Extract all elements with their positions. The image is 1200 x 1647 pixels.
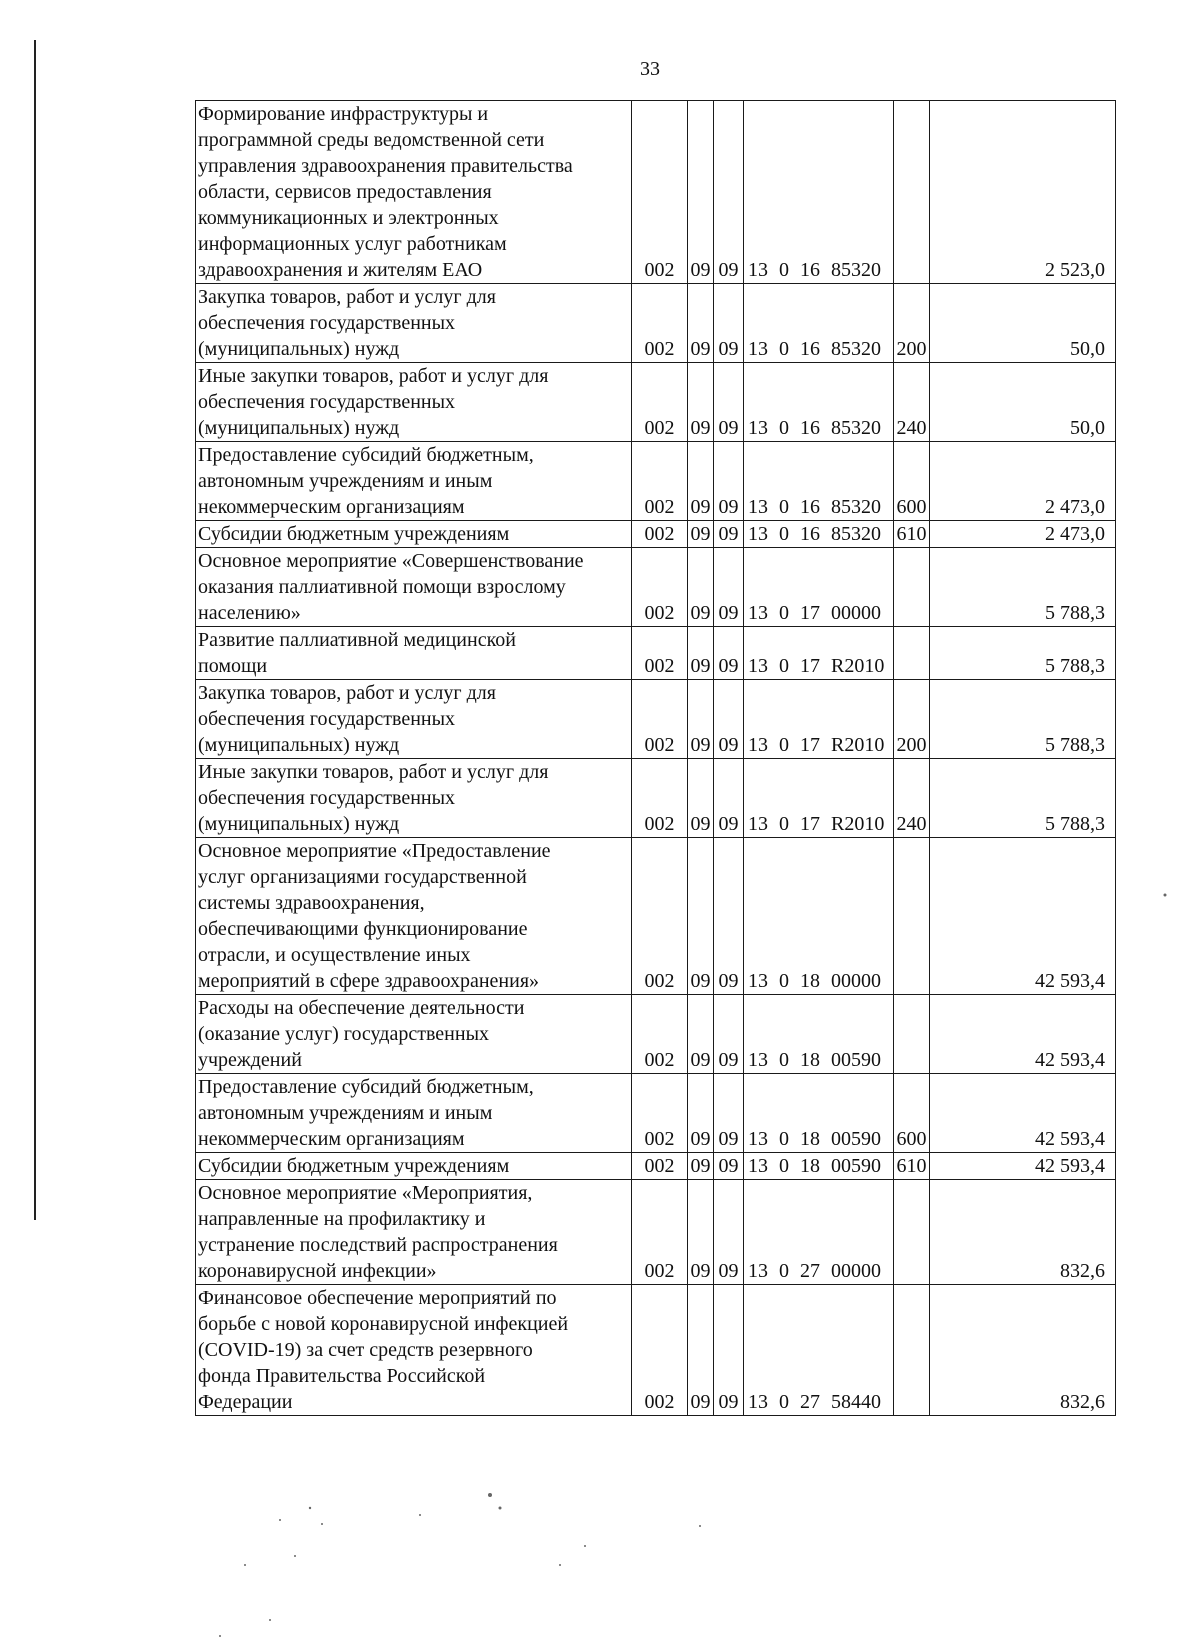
code-ved: 002 — [632, 442, 688, 521]
code-pr: 09 — [714, 1074, 744, 1153]
code-rz: 09 — [688, 838, 714, 995]
code-cs: 13 0 16 85320 — [744, 363, 894, 442]
code-cs: 13 0 18 00000 — [744, 838, 894, 995]
speck — [699, 1525, 701, 1527]
code-ved: 002 — [632, 1153, 688, 1180]
code-pr: 09 — [714, 1180, 744, 1285]
item-name: Основное мероприятие «Совершенствование оказания паллиативной помощи взрослому населению» — [196, 548, 632, 627]
code-vr: 240 — [894, 363, 930, 442]
amount: 42 593,4 — [930, 995, 1116, 1074]
code-rz: 09 — [688, 1153, 714, 1180]
item-name: Основное мероприятие «Предоставление услуг организациями государственной системы здравоохранения, обеспечивающими функционирование отрасли, и осуществление иных мероприятий в сфере здравоохранения» — [196, 838, 632, 995]
code-ved: 002 — [632, 838, 688, 995]
code-rz: 09 — [688, 1074, 714, 1153]
table-row — [196, 1180, 1116, 1285]
speck — [488, 1493, 492, 1497]
item-name: Субсидии бюджетным учреждениям — [196, 1153, 632, 1180]
code-rz: 09 — [688, 548, 714, 627]
item-name: Предоставление субсидий бюджетным, автономным учреждениям и иным некоммерческим организациям — [196, 1074, 632, 1153]
amount: 5 788,3 — [930, 627, 1116, 680]
code-pr: 09 — [714, 627, 744, 680]
table-row — [196, 759, 1116, 838]
code-ved: 002 — [632, 1180, 688, 1285]
amount: 5 788,3 — [930, 759, 1116, 838]
code-rz: 09 — [688, 759, 714, 838]
amount: 5 788,3 — [930, 548, 1116, 627]
code-cs: 13 0 16 85320 — [744, 442, 894, 521]
speck — [219, 1635, 221, 1637]
code-vr — [894, 627, 930, 680]
code-cs: 13 0 16 85320 — [744, 521, 894, 548]
code-pr: 09 — [714, 284, 744, 363]
code-pr: 09 — [714, 759, 744, 838]
code-ved: 002 — [632, 1074, 688, 1153]
item-name: Субсидии бюджетным учреждениям — [196, 521, 632, 548]
item-name: Предоставление субсидий бюджетным, автономным учреждениям и иным некоммерческим организациям — [196, 442, 632, 521]
item-name: Развитие паллиативной медицинской помощи — [196, 627, 632, 680]
speck — [584, 1545, 586, 1547]
code-rz: 09 — [688, 627, 714, 680]
code-cs: 13 0 18 00590 — [744, 1153, 894, 1180]
item-name: Основное мероприятие «Мероприятия, направленные на профилактику и устранение последствий распространения коронавирусной инфекции» — [196, 1180, 632, 1285]
table-row — [196, 363, 1116, 442]
code-rz: 09 — [688, 442, 714, 521]
code-rz: 09 — [688, 284, 714, 363]
code-ved: 002 — [632, 101, 688, 284]
page-number: 33 — [640, 58, 660, 80]
amount: 2 523,0 — [930, 101, 1116, 284]
code-cs: 13 0 27 00000 — [744, 1180, 894, 1285]
table-row — [196, 680, 1116, 759]
table-row — [196, 442, 1116, 521]
code-pr: 09 — [714, 548, 744, 627]
code-vr: 600 — [894, 1074, 930, 1153]
table-row — [196, 101, 1116, 284]
code-rz: 09 — [688, 363, 714, 442]
code-cs: 13 0 17 00000 — [744, 548, 894, 627]
code-ved: 002 — [632, 759, 688, 838]
speck — [294, 1555, 296, 1557]
code-cs: 13 0 16 85320 — [744, 101, 894, 284]
speck — [559, 1564, 561, 1566]
item-name: Закупка товаров, работ и услуг для обеспечения государственных (муниципальных) нужд — [196, 680, 632, 759]
code-rz: 09 — [688, 995, 714, 1074]
item-name: Иные закупки товаров, работ и услуг для обеспечения государственных (муниципальных) нужд — [196, 363, 632, 442]
code-vr — [894, 548, 930, 627]
code-ved: 002 — [632, 995, 688, 1074]
item-name: Расходы на обеспечение деятельности (оказание услуг) государственных учреждений — [196, 995, 632, 1074]
item-name: Формирование инфраструктуры и программной среды ведомственной сети управления здравоохранения правительства области, сервисов предоставления коммуникационных и электронных информационных услуг работникам здравоохранения и жителям ЕАО — [196, 101, 632, 284]
code-pr: 09 — [714, 1153, 744, 1180]
table-row — [196, 838, 1116, 995]
amount: 2 473,0 — [930, 442, 1116, 521]
code-vr: 610 — [894, 1153, 930, 1180]
code-ved: 002 — [632, 627, 688, 680]
table-row — [196, 521, 1116, 548]
code-vr — [894, 101, 930, 284]
speck — [309, 1507, 311, 1509]
table-row — [196, 1285, 1116, 1416]
item-name: Иные закупки товаров, работ и услуг для обеспечения государственных (муниципальных) нужд — [196, 759, 632, 838]
code-pr: 09 — [714, 1285, 744, 1416]
code-rz: 09 — [688, 680, 714, 759]
code-rz: 09 — [688, 1285, 714, 1416]
code-ved: 002 — [632, 548, 688, 627]
table-row — [196, 548, 1116, 627]
speck — [244, 1564, 246, 1566]
speck — [1164, 894, 1167, 897]
code-ved: 002 — [632, 680, 688, 759]
table-row — [196, 1074, 1116, 1153]
amount: 42 593,4 — [930, 838, 1116, 995]
amount: 832,6 — [930, 1285, 1116, 1416]
code-pr: 09 — [714, 101, 744, 284]
amount: 832,6 — [930, 1180, 1116, 1285]
amount: 50,0 — [930, 363, 1116, 442]
code-ved: 002 — [632, 1285, 688, 1416]
code-cs: 13 0 17 R2010 — [744, 680, 894, 759]
code-cs: 13 0 17 R2010 — [744, 627, 894, 680]
table-row — [196, 995, 1116, 1074]
speck — [279, 1519, 281, 1521]
table-row — [196, 1153, 1116, 1180]
code-pr: 09 — [714, 363, 744, 442]
code-vr: 610 — [894, 521, 930, 548]
speck — [499, 1507, 502, 1510]
code-rz: 09 — [688, 521, 714, 548]
speck — [269, 1619, 271, 1621]
budget-table — [195, 100, 1116, 1416]
table-body — [196, 101, 1116, 1416]
code-vr: 200 — [894, 284, 930, 363]
code-cs: 13 0 27 58440 — [744, 1285, 894, 1416]
code-vr: 600 — [894, 442, 930, 521]
code-rz: 09 — [688, 1180, 714, 1285]
code-ved: 002 — [632, 521, 688, 548]
code-vr — [894, 1180, 930, 1285]
item-name: Закупка товаров, работ и услуг для обеспечения государственных (муниципальных) нужд — [196, 284, 632, 363]
item-name: Финансовое обеспечение мероприятий по борьбе с новой коронавирусной инфекцией (COVID-19) за счет средств резервного фонда Правительства Российской Федерации — [196, 1285, 632, 1416]
code-vr: 200 — [894, 680, 930, 759]
code-pr: 09 — [714, 442, 744, 521]
table-row — [196, 627, 1116, 680]
code-ved: 002 — [632, 284, 688, 363]
code-cs: 13 0 16 85320 — [744, 284, 894, 363]
code-pr: 09 — [714, 838, 744, 995]
amount: 42 593,4 — [930, 1153, 1116, 1180]
amount: 50,0 — [930, 284, 1116, 363]
speck — [419, 1514, 421, 1516]
amount: 2 473,0 — [930, 521, 1116, 548]
code-ved: 002 — [632, 363, 688, 442]
code-vr: 240 — [894, 759, 930, 838]
code-pr: 09 — [714, 521, 744, 548]
code-vr — [894, 995, 930, 1074]
speck — [321, 1523, 323, 1525]
code-vr — [894, 1285, 930, 1416]
code-vr — [894, 838, 930, 995]
code-pr: 09 — [714, 680, 744, 759]
amount: 5 788,3 — [930, 680, 1116, 759]
amount: 42 593,4 — [930, 1074, 1116, 1153]
table-row — [196, 284, 1116, 363]
code-cs: 13 0 18 00590 — [744, 1074, 894, 1153]
code-cs: 13 0 18 00590 — [744, 995, 894, 1074]
code-pr: 09 — [714, 995, 744, 1074]
code-cs: 13 0 17 R2010 — [744, 759, 894, 838]
code-rz: 09 — [688, 101, 714, 284]
left-margin-line — [34, 40, 36, 1220]
